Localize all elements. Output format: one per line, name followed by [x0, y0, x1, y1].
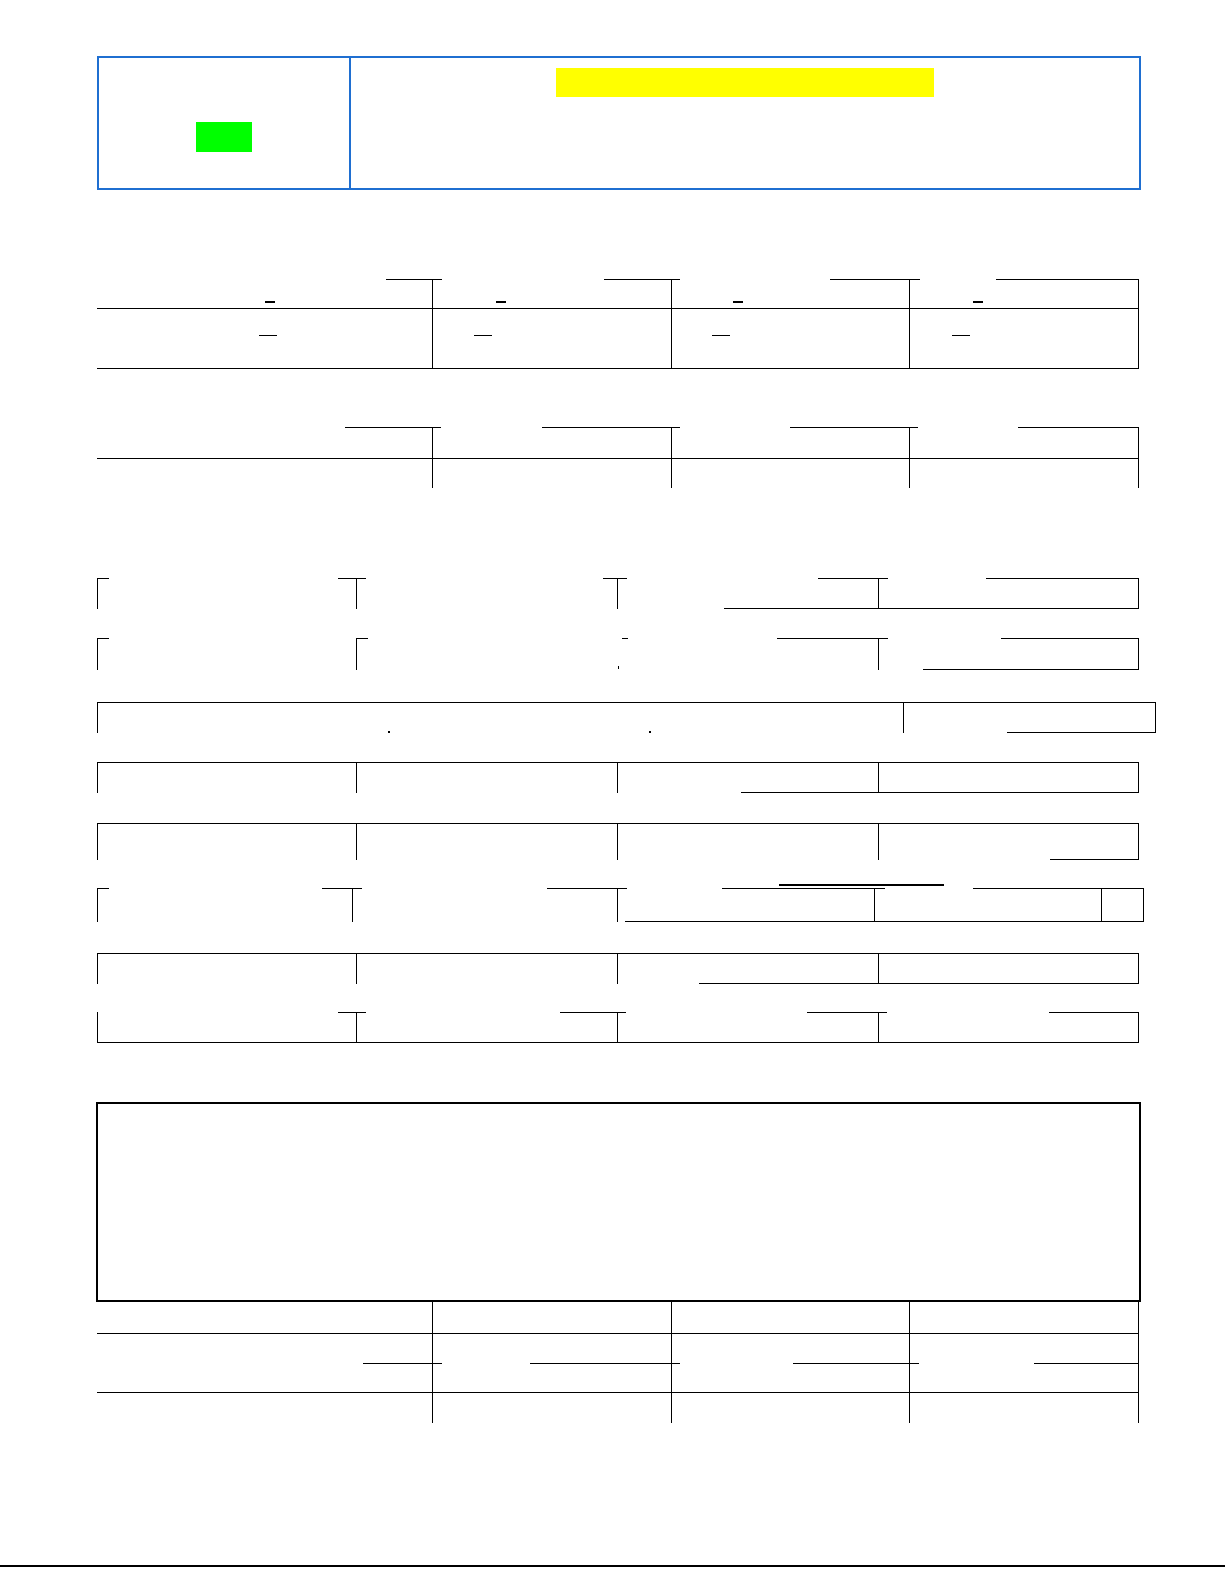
field-3e-3[interactable] [619, 825, 877, 858]
field-1b[interactable] [434, 310, 670, 366]
field-3c-2[interactable] [905, 704, 1154, 731]
field-1a[interactable] [98, 310, 431, 366]
header-divider [349, 56, 351, 190]
field-b2-4[interactable] [911, 1335, 1137, 1391]
field-3b-4[interactable] [880, 640, 1137, 668]
field-3d-1[interactable] [99, 764, 355, 791]
field-3b-2[interactable] [358, 640, 616, 668]
field-1d[interactable] [911, 310, 1137, 366]
field-3a-1[interactable] [99, 580, 355, 607]
field-b3-3[interactable] [673, 1394, 908, 1423]
form-title-highlight [556, 68, 934, 97]
field-3f-4[interactable] [876, 890, 1100, 920]
field-3b-3[interactable] [619, 640, 877, 668]
checkbox-3f[interactable] [1103, 890, 1142, 920]
field-3g-4[interactable] [880, 955, 1137, 982]
field-3d-3[interactable] [619, 764, 877, 791]
field-2d[interactable] [911, 460, 1137, 488]
field-3f-1[interactable] [99, 890, 351, 920]
field-3g-3[interactable] [619, 955, 877, 982]
field-b1-2[interactable] [434, 1304, 670, 1332]
field-b1-1[interactable] [98, 1304, 431, 1332]
field-3h-1[interactable] [99, 1014, 355, 1041]
field-3h-2[interactable] [358, 1014, 616, 1041]
field-3h-4[interactable] [880, 1014, 1137, 1041]
field-b3-1[interactable] [98, 1394, 431, 1423]
field-3f-3[interactable] [619, 890, 873, 920]
field-3d-4[interactable] [880, 764, 1137, 791]
logo-mark [196, 122, 252, 152]
field-3h-3[interactable] [619, 1014, 877, 1041]
field-2a[interactable] [98, 460, 431, 488]
field-3d-2[interactable] [358, 764, 616, 791]
field-3g-1[interactable] [99, 955, 355, 982]
page-bottom-rule [0, 1565, 1225, 1567]
field-b1-3[interactable] [673, 1304, 908, 1332]
field-3e-2[interactable] [358, 825, 616, 858]
field-3a-4[interactable] [880, 580, 1137, 607]
field-1c[interactable] [673, 310, 908, 366]
field-b2-3[interactable] [673, 1335, 908, 1391]
field-3a-2[interactable] [358, 580, 616, 607]
field-b3-2[interactable] [434, 1394, 670, 1423]
field-3c-1[interactable] [99, 704, 902, 731]
field-b2-1[interactable] [98, 1335, 431, 1391]
field-b3-4[interactable] [911, 1394, 1137, 1423]
field-3b-1[interactable] [99, 640, 355, 668]
field-3f-2[interactable] [354, 890, 616, 920]
field-3a-3[interactable] [619, 580, 877, 607]
field-2b[interactable] [434, 460, 670, 488]
field-3g-2[interactable] [358, 955, 616, 982]
field-3e-1[interactable] [99, 825, 355, 858]
field-b2-2[interactable] [434, 1335, 670, 1391]
field-2c[interactable] [673, 460, 908, 488]
comments-textarea[interactable] [96, 1102, 1141, 1302]
field-b1-4[interactable] [911, 1304, 1137, 1332]
field-3e-4[interactable] [880, 825, 1137, 858]
